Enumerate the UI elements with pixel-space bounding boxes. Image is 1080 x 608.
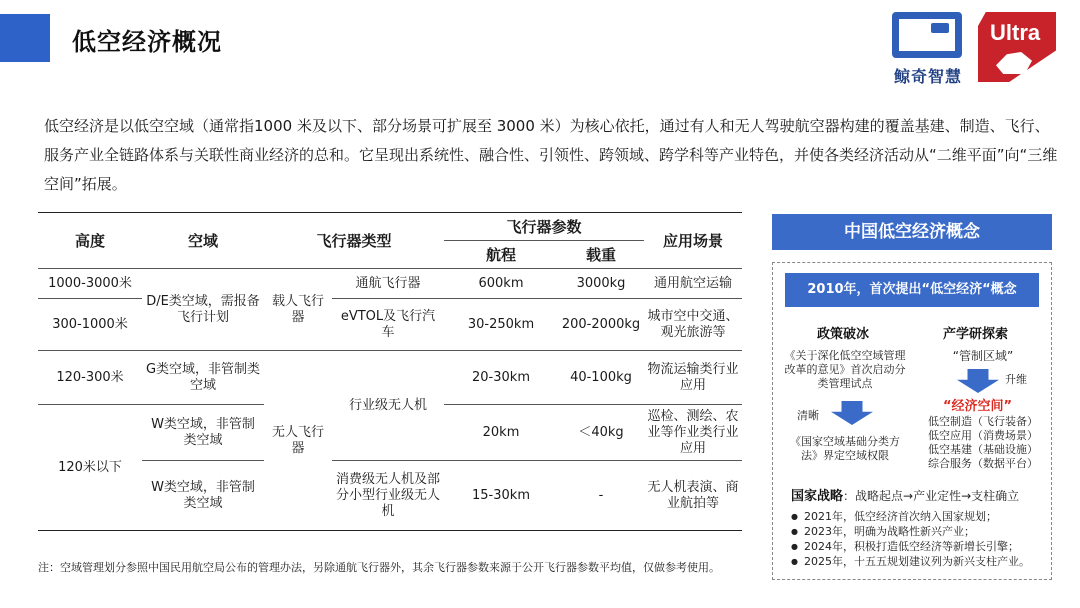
table-footnote: 注：空域管理划分参照中国民用航空局公布的管理办法，另除通航飞行器外，其余飞行器参数来源于公开飞行器参数平均值，仅做参考使用。 xyxy=(38,561,720,574)
industry-item: 低空应用（消费场景） xyxy=(928,429,1038,442)
cell-height-below-120: 120米以下 xyxy=(38,405,142,531)
concept-panel xyxy=(772,262,1052,580)
cell-range-2: 30-250km xyxy=(444,299,558,351)
policy-text-1: 《关于深化低空空域管理改革的意见》首次启动分类管理试点 xyxy=(784,349,906,390)
cell-height-1000-3000: 1000-3000米 xyxy=(38,269,142,299)
cell-airspace-w2: W类空域，非管制类空域 xyxy=(142,461,264,531)
cell-airspace-g: G类空域，非管制类空域 xyxy=(142,351,264,405)
cell-payload-4: ＜40kg xyxy=(558,405,644,461)
cell-airspace-de: D/E类空域，需报备飞行计划 xyxy=(142,269,264,351)
concept-header: 中国低空经济概念 xyxy=(772,214,1052,250)
strategy-label: 国家战略 xyxy=(791,489,844,504)
cell-type-industrial: 行业级无人机 xyxy=(332,351,444,461)
cell-height-300-1000: 300-1000米 xyxy=(38,299,142,351)
jingqi-logo xyxy=(888,12,968,88)
industry-item: 综合服务（数据平台） xyxy=(928,457,1038,470)
cell-payload-3: 40-100kg xyxy=(558,351,644,405)
arrow-down-icon xyxy=(831,401,873,425)
policy-text-2: 《国家空域基础分类方法》界定空域权限 xyxy=(790,435,900,462)
cell-range-5: 15-30km xyxy=(444,461,558,531)
strategy-text: ：战略起点→产业定性→支柱确立 xyxy=(843,489,1020,503)
industry-text-1: “管制区域” xyxy=(952,349,1014,363)
cell-scene-3: 物流运输类行业应用 xyxy=(644,351,742,405)
header-aircraft-params: 飞行器参数 xyxy=(444,213,644,241)
jingqi-logo-icon xyxy=(892,12,962,58)
industry-item: 低空制造（飞行装备） xyxy=(928,415,1038,428)
list-item: ● 2023年，明确为战略性新兴产业； xyxy=(791,524,1049,539)
cell-payload-2: 200-2000kg xyxy=(558,299,644,351)
page-title: 低空经济概况 xyxy=(72,28,222,56)
ultra-logo xyxy=(978,12,1058,84)
cell-range-1: 600km xyxy=(444,269,558,299)
header-payload: 载重 xyxy=(558,241,644,269)
cell-payload-5: - xyxy=(558,461,644,531)
arrow-label-upgrade: 升维 xyxy=(1005,373,1027,386)
list-item: ● 2024年，积极打造低空经济等新增长引擎； xyxy=(791,539,1049,554)
cell-cat-manned: 载人飞行器 xyxy=(264,269,332,351)
arrow-label-clear: 清晰 xyxy=(797,409,819,422)
industry-highlight: “经济空间” xyxy=(943,399,1013,414)
industry-item: 低空基建（基础设施） xyxy=(928,443,1038,456)
list-item: ● 2021年，低空经济首次纳入国家规划； xyxy=(791,509,1049,524)
industry-items xyxy=(921,415,1045,471)
list-item: ● 2025年，十五五规划建议列为新兴支柱产业。 xyxy=(791,554,1049,569)
cell-type-general: 通航飞行器 xyxy=(332,269,444,299)
jingqi-logo-text: 鲸奇智慧 xyxy=(893,67,962,86)
cell-scene-5: 无人机表演、商业航拍等 xyxy=(644,461,742,531)
cell-range-4: 20km xyxy=(444,405,558,461)
cell-height-120-300: 120-300米 xyxy=(38,351,142,405)
ultra-logo-text: Ultra xyxy=(990,20,1041,45)
national-strategy xyxy=(791,485,1019,504)
cell-type-consumer: 消费级无人机及部分小型行业级无人机 xyxy=(332,461,444,531)
intro-paragraph: 低空经济是以低空空域（通常指1000 米及以下、部分场景可扩展至 3000 米）为核心依托，通过有人和无人驾驶航空器构建的覆盖基建、制造、飞行、服务产业全链路体系与关联性商业经济的总和。它呈现出系统性、融合性、引领性、跨领域、跨学科等产业特色，并使各类经济活动从“二维平面”向“三维空间”拓展。 xyxy=(44,117,1058,193)
strategy-bullets xyxy=(791,509,1049,569)
cell-range-3: 20-30km xyxy=(444,351,558,405)
cell-payload-1: 3000kg xyxy=(558,269,644,299)
concept-sub-header: 2010年，首次提出“低空经济“概念 xyxy=(785,273,1039,307)
header-scenario: 应用场景 xyxy=(644,213,742,269)
policy-title: 政策破冰 xyxy=(817,327,870,342)
cell-scene-2: 城市空中交通、观光旅游等 xyxy=(644,299,742,351)
header-airspace: 空域 xyxy=(142,213,264,269)
cell-scene-1: 通用航空运输 xyxy=(644,269,742,299)
header-range: 航程 xyxy=(444,241,558,269)
cell-cat-unmanned: 无人飞行器 xyxy=(264,351,332,531)
airspace-table xyxy=(38,212,742,531)
header-aircraft-type: 飞行器类型 xyxy=(264,213,444,269)
cell-airspace-w1: W类空域，非管制类空域 xyxy=(142,405,264,461)
cell-type-evtol: eVTOL及飞行汽车 xyxy=(332,299,444,351)
title-accent-bar xyxy=(0,14,50,62)
cell-scene-4: 巡检、测绘、农业等作业类行业应用 xyxy=(644,405,742,461)
arrow-down-icon-2 xyxy=(957,369,999,393)
header-height: 高度 xyxy=(38,213,142,269)
industry-title: 产学研探索 xyxy=(943,327,1009,342)
